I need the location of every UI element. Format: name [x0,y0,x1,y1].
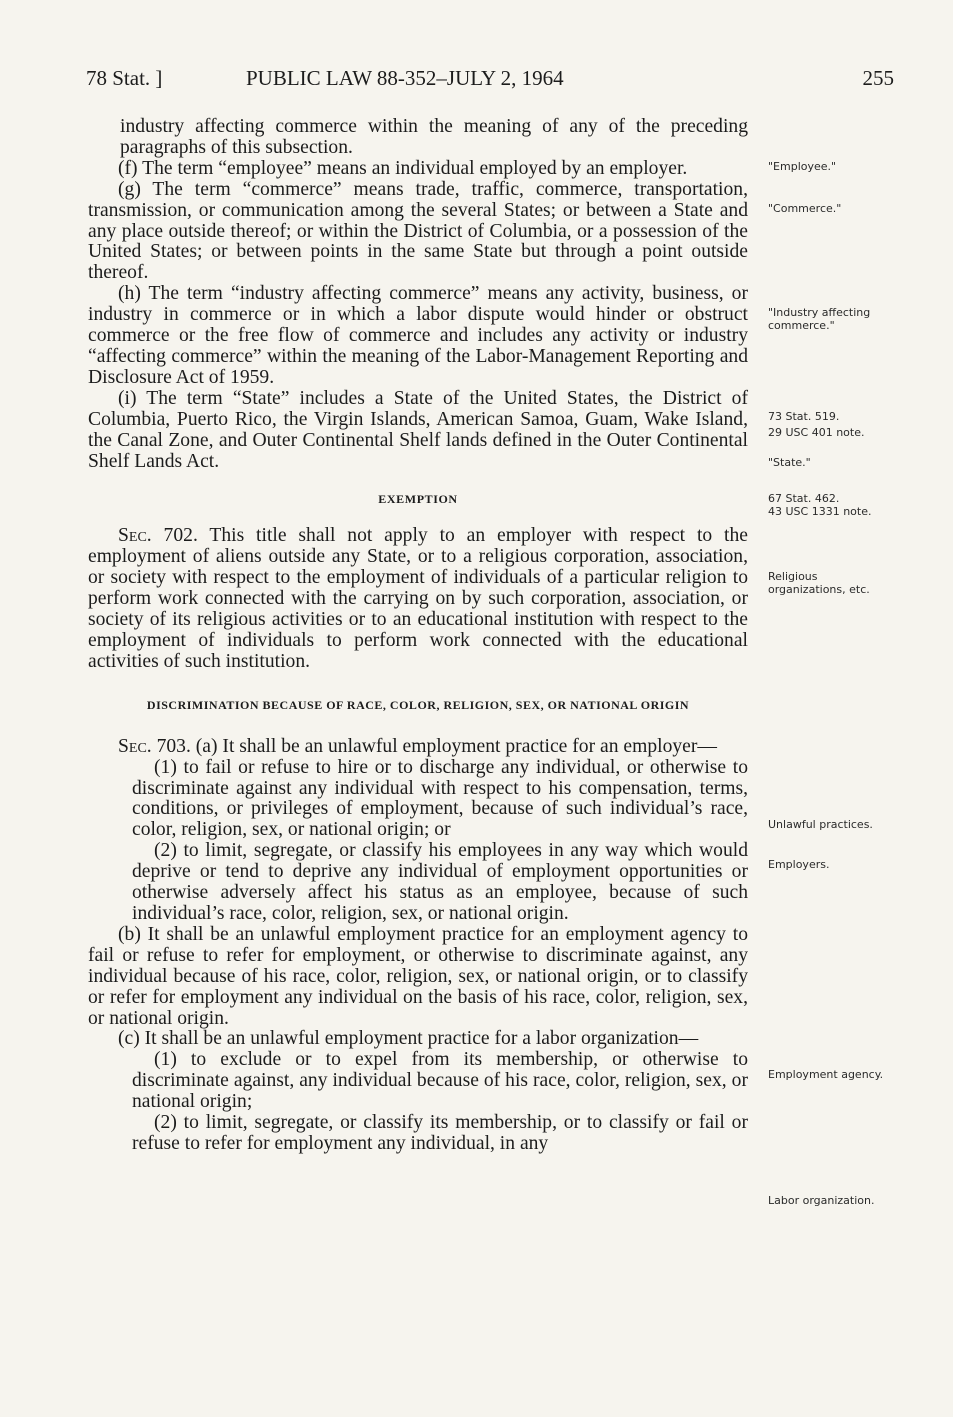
paragraph-b: (b) It shall be an unlawful employment practice for an employment agency to fail or refuse to refer for employment, or otherwise to discriminate against, any individual because of his race, color, religion, sex, or national origin, or to classify or refer for employment any individual on the basis of his race, color, religion, sex, or national origin. [88,923,748,1029]
margin-note-stat-519: 73 Stat. 519. [768,410,840,423]
section-703-a-text: (a) It shall be an unlawful employment practice for an employer— [195,735,717,757]
margin-note-usc-1331: 43 USC 1331 note. [768,505,872,518]
paragraph-c: (c) It shall be an unlawful employment practice for a labor organization— [118,1028,699,1050]
page-number: 255 [862,66,894,90]
paragraph-f: (f) The term “employee” means an individual employed by an employer. [118,157,688,179]
paragraph-g: (g) The term “commerce” means trade, traffic, commerce, transportation, transmission, or communication among the several States; or between a State and any place outside thereof; or within the District of Columbia, or a possession of the United States; or between points in the same State but through a point outside thereof. [88,178,748,284]
heading-exemption: EXEMPTION [378,492,458,507]
margin-note-employee: "Employee." [768,160,837,173]
margin-note-unlawful: Unlawful practices. [768,818,873,831]
clause-a2: (2) to limit, segregate, or classify his employees in any way which would deprive or tend to deprive any individual of employment opportunities or otherwise adversely affect his status as an employee, because of such individual’s race, color, religion, sex, or national origin. [132,840,748,924]
page-header [86,66,894,92]
heading-discrimination: DISCRIMINATION BECAUSE OF RACE, COLOR, RELIGION, SEX, OR NATIONAL ORIGIN [146,697,690,712]
clause-c2: (2) to limit, segregate, or classify its membership, or to classify or fail or refuse to refer for employment any individual, in any [132,1112,748,1154]
section-703-a [88,737,748,758]
section-702 [88,526,748,672]
law-title: PUBLIC LAW 88-352–JULY 2, 1964 [246,66,564,90]
margin-note-usc-401: 29 USC 401 note. [768,426,865,439]
section-702-label: Sec. 702. [118,525,198,547]
clause-c1: (1) to exclude or to expel from its membership, or otherwise to discriminate against, any individual because of his race, color, religion, sex, or national origin; [132,1049,748,1113]
margin-note-religious: Religious organizations, etc. [768,570,870,596]
margin-note-commerce: "Commerce." [768,202,842,215]
margin-note-employers: Employers. [768,858,830,871]
margin-note-stat-462: 67 Stat. 462. [768,492,840,505]
margin-note-industry: "Industry affecting commerce." [768,306,871,332]
clause-a1: (1) to fail or refuse to hire or to discharge any individual, or otherwise to discriminate against any individual with respect to his compensation, terms, conditions, or privileges of employment, because of such individual’s race, color, religion, sex, or national origin; or [132,756,748,841]
margin-note-employment-agency: Employment agency. [768,1068,884,1081]
section-703-label: Sec. 703. [118,735,191,757]
margin-note-labor-org: Labor organization. [768,1194,875,1207]
paragraph-i: (i) The term “State” includes a State of the United States, the District of Columbia, Puerto Rico, the Virgin Islands, American Samoa, Guam, Wake Island, the Canal Zone, and Outer Continental Shelf lands defined in the Outer Continental Shelf Lands Act. [88,387,748,472]
paragraph-continuation: industry affecting commerce within the meaning of any of the preceding paragraphs of this subsection. [120,116,748,158]
body-text [88,117,748,1155]
paragraph-h: (h) The term “industry affecting commerce” means any activity, business, or industry in commerce or in which a labor dispute would hinder or obstruct commerce or the free flow of commerce and includes any activity or industry “affecting commerce” within the meaning of the Labor-Management Reporting and Disclosure Act of 1959. [88,283,748,388]
statute-reference: 78 Stat. ] [86,66,163,90]
section-702-text: This title shall not apply to an employer with respect to the employment of aliens outside any State, or to a religious corporation, association, or society with respect to the employment of individuals of a particular religion to perform work connected with the carrying on by such corporation, association, or society of its religious activities or to an educational institution with respect to the employment of individuals to perform work connected with the educational activities of such institution. [88,525,748,672]
margin-note-state: "State." [768,456,811,469]
